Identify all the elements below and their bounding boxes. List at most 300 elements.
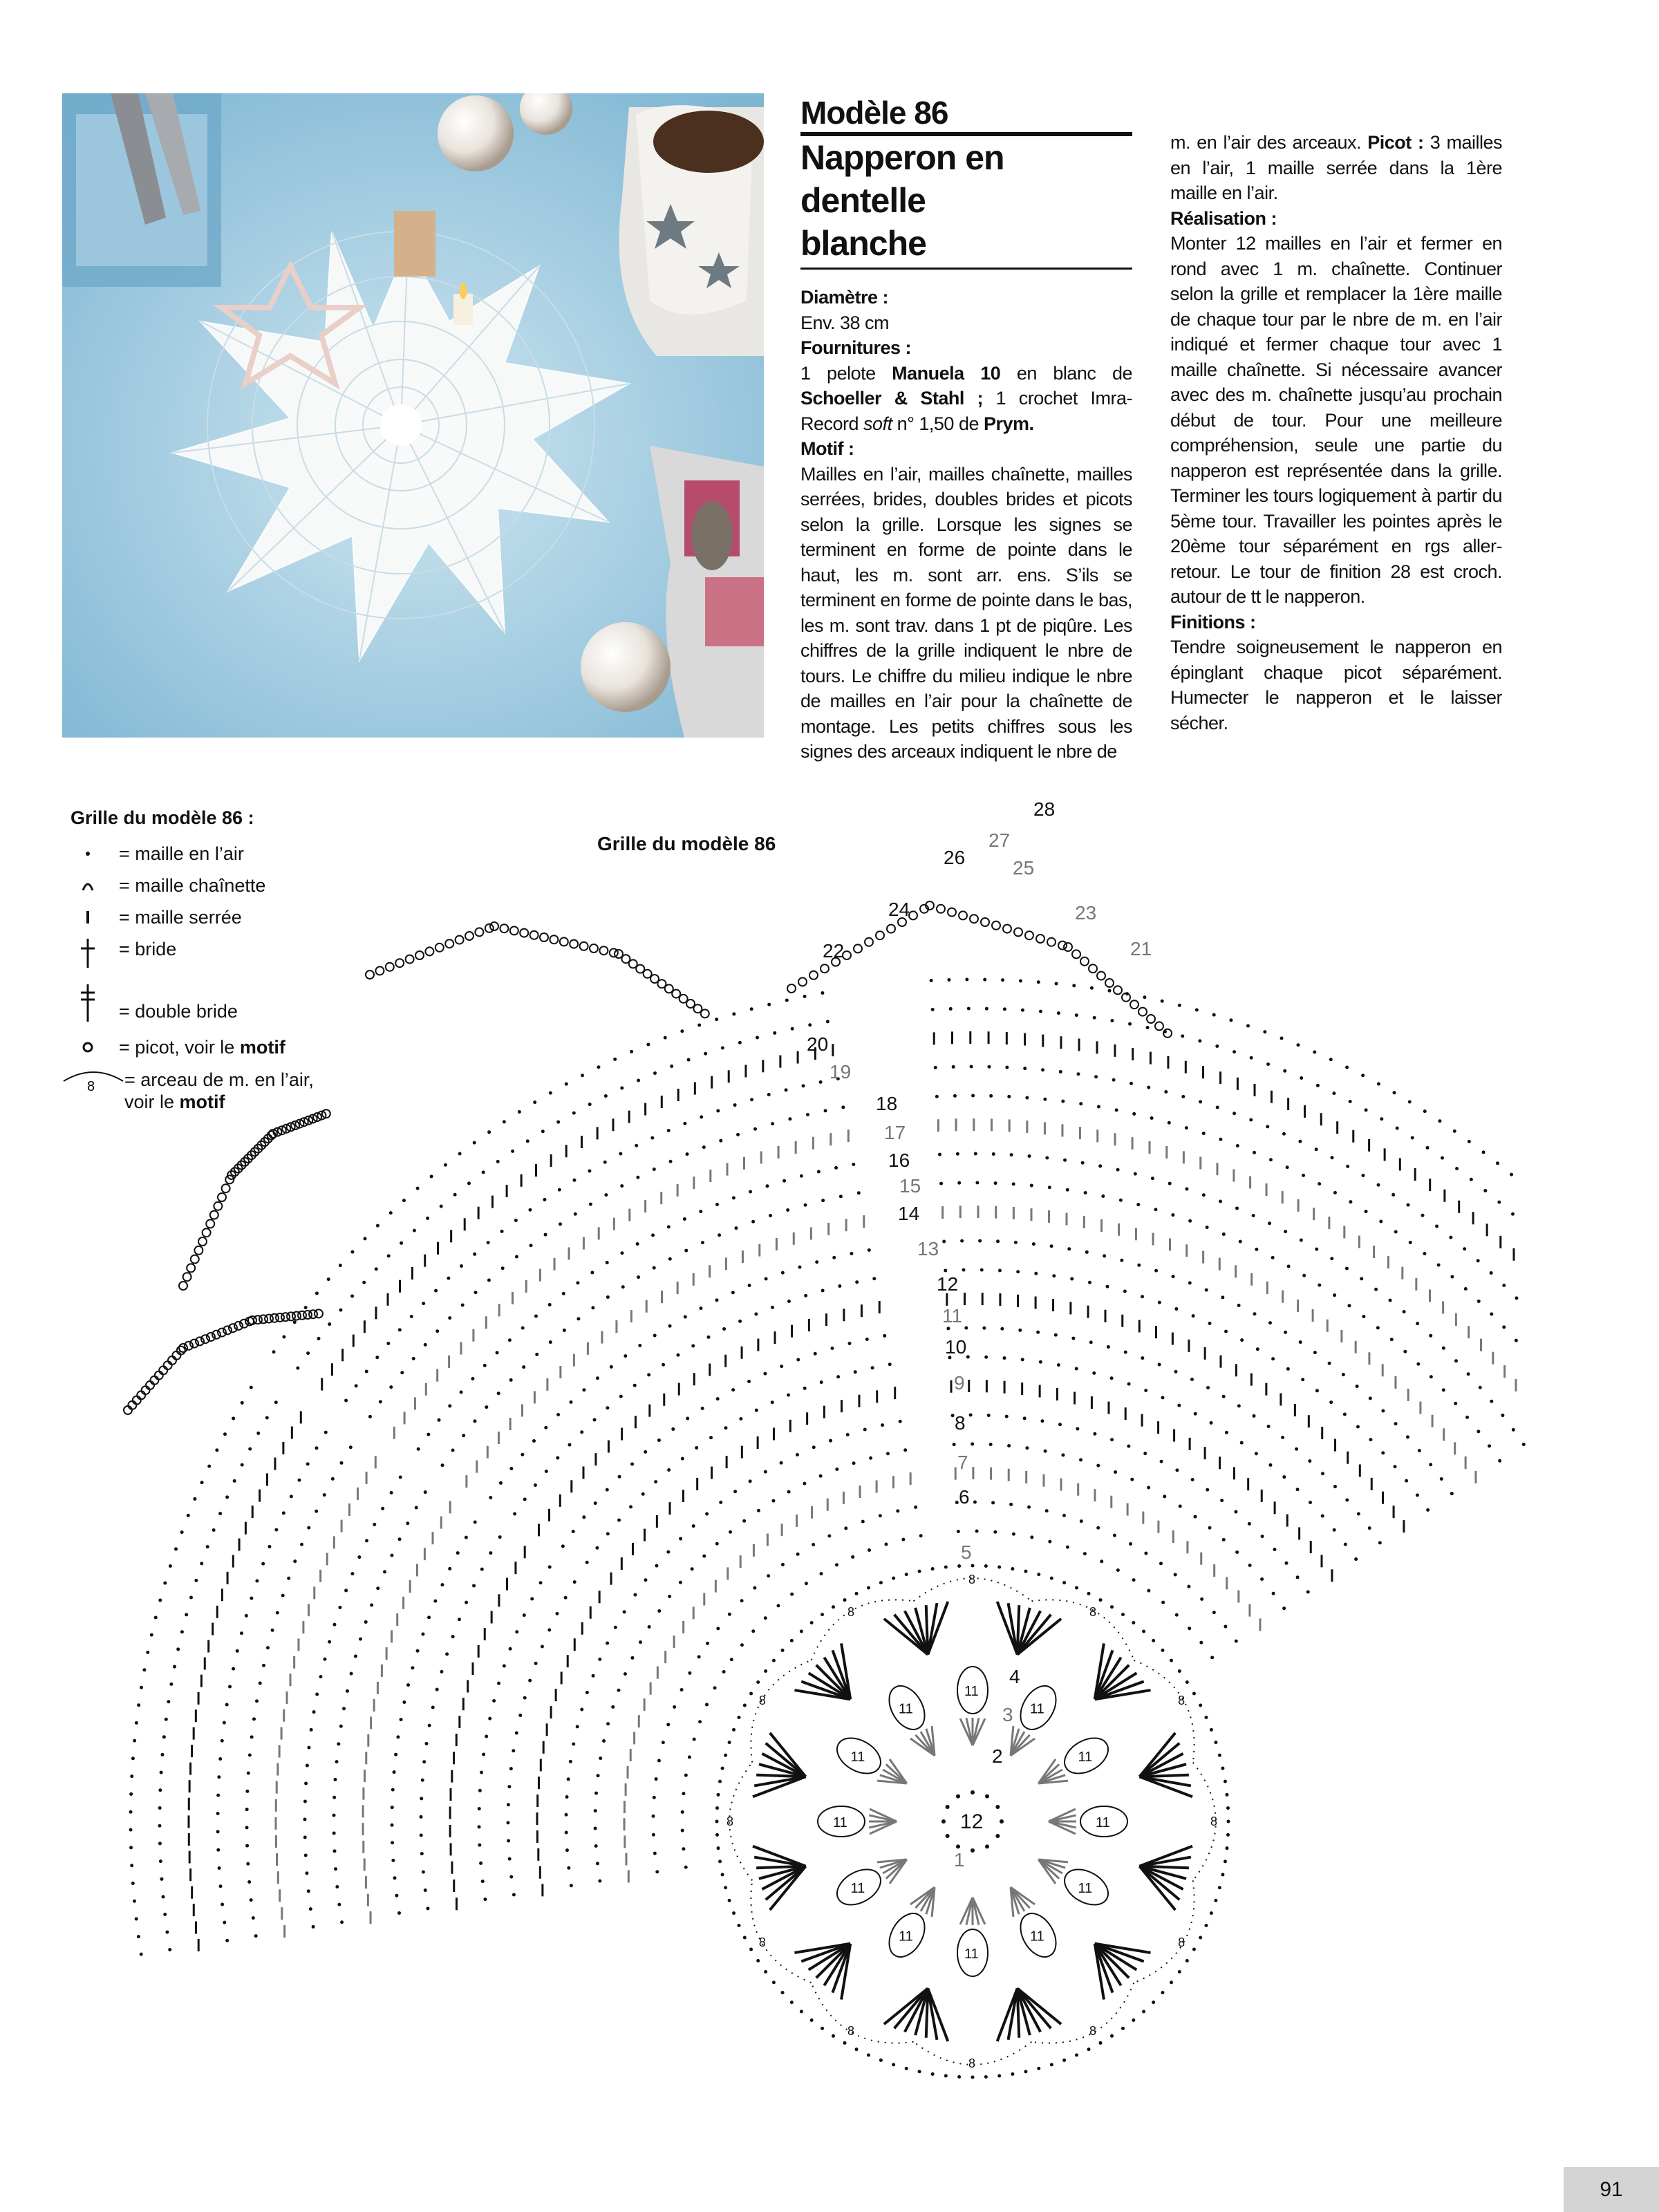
chain-dot xyxy=(514,1219,518,1222)
chain-dot xyxy=(764,1470,767,1474)
chain-dot xyxy=(428,1724,431,1727)
arch-count: 8 xyxy=(1178,1936,1185,1949)
chain-dot xyxy=(363,1237,366,1240)
chain-dot xyxy=(1011,1567,1014,1571)
chain-dot xyxy=(739,1417,742,1421)
chain-dot xyxy=(971,1848,975,1853)
chain-dot xyxy=(359,1638,362,1641)
picot xyxy=(124,1406,132,1414)
chain-dot xyxy=(613,1058,617,1061)
chain-dot xyxy=(129,1792,133,1796)
chain-dot xyxy=(1127,1445,1130,1448)
round-number: 17 xyxy=(884,1122,906,1143)
chain-dot xyxy=(1178,1669,1181,1673)
legend-item-single: = maille serrée xyxy=(71,901,314,933)
chain-dot xyxy=(1321,1472,1324,1475)
picot xyxy=(366,971,374,979)
chain-dot xyxy=(1248,1564,1252,1567)
chain-dot xyxy=(1054,1333,1058,1337)
chain-dot xyxy=(1394,1230,1398,1233)
chain-dot xyxy=(668,1595,671,1598)
chain-dot xyxy=(630,1656,634,1660)
chain-dot xyxy=(971,1790,975,1794)
treble-crochet-stitch xyxy=(1139,1733,1175,1777)
round-number: 22 xyxy=(823,940,845,962)
chain-dot xyxy=(1266,1062,1270,1066)
chain-dot xyxy=(750,1007,753,1011)
chain-dot xyxy=(471,1377,474,1380)
chain-dot xyxy=(706,1642,709,1645)
chain-dot xyxy=(376,1586,379,1590)
chain-dot xyxy=(771,1306,774,1309)
chain-dot xyxy=(1150,1116,1154,1120)
chain-dot xyxy=(389,1211,393,1215)
chain-dot xyxy=(705,1703,709,1706)
chain-dot xyxy=(1151,1177,1154,1180)
chain-dot xyxy=(386,1342,390,1345)
chain-dot xyxy=(684,1774,688,1777)
chain-dot xyxy=(245,1614,248,1618)
chain-dot xyxy=(1212,1611,1216,1614)
chain-dot xyxy=(173,1665,176,1669)
chain-dot xyxy=(1268,1463,1272,1467)
chain-dot xyxy=(623,1610,626,1613)
chain-dot xyxy=(533,1100,536,1104)
picot xyxy=(146,1381,154,1389)
chain-dot xyxy=(817,1170,821,1174)
picot xyxy=(190,1340,198,1348)
chain-dot xyxy=(1249,1118,1253,1121)
chain-dot xyxy=(507,1839,510,1843)
chain-dot xyxy=(1062,2059,1066,2062)
chain-dot xyxy=(1061,1100,1065,1103)
chain-dot xyxy=(611,1705,615,1709)
chain-dot xyxy=(1129,1542,1132,1546)
chain-dot xyxy=(461,1303,465,1306)
chain-dot xyxy=(562,1292,565,1295)
chain-dot xyxy=(1369,1396,1372,1400)
chain-dot xyxy=(1418,1449,1421,1452)
chain-dot xyxy=(991,1501,995,1504)
treble-crochet-stitch xyxy=(926,1605,928,1654)
chain-dot xyxy=(1510,1173,1513,1177)
chain-dot xyxy=(1147,1086,1150,1089)
chain-dot xyxy=(772,1980,776,1984)
chain-dot xyxy=(1024,1570,1027,1573)
chain-dot xyxy=(715,1542,719,1546)
chain-dot xyxy=(1333,1528,1336,1532)
crochet-chart xyxy=(66,788,1531,2101)
chain-dot xyxy=(247,1772,250,1775)
treble-crochet-stitch xyxy=(1139,1777,1192,1797)
picot xyxy=(386,963,394,971)
chain-dot xyxy=(869,1456,872,1460)
chain-dot xyxy=(974,1152,977,1156)
chain-dot xyxy=(682,1792,685,1795)
chain-dot xyxy=(588,1170,591,1173)
treble-crochet-stitch xyxy=(884,1988,928,2024)
picot xyxy=(240,1320,248,1328)
chain-dot xyxy=(438,1418,441,1422)
chain-dot xyxy=(987,1414,991,1417)
chain-dot xyxy=(478,1844,481,1847)
chain-dot xyxy=(1240,1441,1244,1445)
chain-dot xyxy=(713,1686,717,1689)
chain-dot xyxy=(1134,1172,1137,1176)
chain-dot xyxy=(715,1018,718,1021)
chain-dot xyxy=(867,2054,870,2057)
chain-dot xyxy=(1175,1468,1179,1472)
chain-dot xyxy=(1218,1754,1221,1757)
model-title-line-1: Napperon en dentelle xyxy=(800,138,1004,220)
chain-dot xyxy=(971,1564,975,1568)
chain-dot xyxy=(332,1832,336,1835)
chain-dot xyxy=(743,1704,747,1707)
chain-dot xyxy=(215,1448,218,1452)
chain-dot xyxy=(944,1566,948,1569)
chain-dot xyxy=(790,1639,794,1642)
picot xyxy=(1036,935,1044,943)
chain-dot xyxy=(630,1462,634,1465)
chain-dot xyxy=(1240,1338,1244,1342)
chain-dot xyxy=(160,1753,164,1756)
chain-dot xyxy=(805,1582,808,1585)
chain-dot xyxy=(1331,1156,1334,1159)
chain-dot xyxy=(662,1363,665,1367)
chain-dot xyxy=(844,1526,847,1530)
chain-dot xyxy=(680,1688,684,1691)
picot xyxy=(1138,1008,1147,1016)
round-number: 3 xyxy=(1002,1704,1013,1725)
chain-dot xyxy=(585,1561,589,1564)
chain-dot xyxy=(688,1755,691,1759)
chain-dot xyxy=(200,1562,203,1565)
chain-dot xyxy=(472,1584,476,1587)
chain-dot xyxy=(509,1767,513,1770)
chain-dot xyxy=(781,1649,785,1652)
chain-dot xyxy=(1000,1819,1004,1824)
chain-dot xyxy=(223,1721,226,1725)
chain-dot xyxy=(1271,1256,1275,1259)
chain-dot xyxy=(1362,1174,1365,1177)
chain-dot xyxy=(1220,1499,1224,1502)
chain-dot xyxy=(1374,1288,1378,1291)
picot xyxy=(159,1366,167,1374)
chain-dot xyxy=(1075,1013,1078,1017)
chain-dot xyxy=(435,1329,439,1333)
chain-dot xyxy=(691,1344,695,1347)
chain-dot xyxy=(1107,1345,1110,1349)
chain-dot xyxy=(558,1188,561,1192)
chain-dot xyxy=(1205,1716,1208,1719)
chain-dot xyxy=(400,1371,404,1374)
chain-dot xyxy=(1309,1501,1312,1504)
chain-dot xyxy=(1502,1325,1506,1329)
picot xyxy=(187,1264,195,1272)
picot xyxy=(137,1391,145,1399)
chain-dot xyxy=(250,1386,253,1389)
chain-dot xyxy=(130,1774,133,1778)
chain-dot xyxy=(169,1683,173,1686)
petal-count: 11 xyxy=(964,1684,979,1699)
picot xyxy=(415,951,424,959)
chain-dot xyxy=(1450,1492,1454,1495)
picot xyxy=(530,931,538,939)
chain-dot xyxy=(821,991,824,995)
chain-dot xyxy=(473,1253,476,1256)
chain-dot xyxy=(1119,1199,1123,1202)
chain-dot xyxy=(905,2067,908,2070)
chain-dot xyxy=(944,2074,948,2077)
chain-dot xyxy=(652,1833,655,1837)
chain-dot xyxy=(574,1212,577,1216)
picot xyxy=(128,1401,136,1409)
chain-dot xyxy=(1234,1510,1237,1514)
chain-dot xyxy=(653,1796,656,1799)
picot xyxy=(142,1386,150,1394)
arch-count: 8 xyxy=(727,1815,734,1828)
chain-dot xyxy=(1052,1274,1056,1277)
chain-dot xyxy=(549,1091,552,1095)
chain-dot xyxy=(245,1808,249,1811)
chain-dot xyxy=(1154,1208,1157,1211)
chain-dot xyxy=(1345,1066,1349,1069)
legend-item-arch: 8 = arceau de m. en l’air, voir le motif xyxy=(71,1063,314,1113)
chain-dot xyxy=(391,1841,394,1844)
chain-dot xyxy=(521,1327,525,1330)
picot xyxy=(201,1335,209,1343)
chain-dot xyxy=(1365,1210,1368,1213)
chain-dot xyxy=(1454,1402,1457,1405)
chain-dot xyxy=(1255,1248,1258,1251)
chain-dot xyxy=(749,1948,753,1951)
chain-dot xyxy=(565,1795,569,1799)
chain-dot xyxy=(406,1683,410,1687)
chain-dot xyxy=(1396,1127,1399,1130)
picot xyxy=(425,947,433,955)
chain-dot xyxy=(431,1706,435,1709)
chain-dot xyxy=(800,2009,803,2013)
supplies-label: Fournitures : xyxy=(800,337,911,358)
chain-dot xyxy=(1154,1269,1158,1273)
chain-dot xyxy=(884,1543,888,1546)
picot xyxy=(560,937,568,946)
round-number: 11 xyxy=(942,1305,963,1327)
chain-dot xyxy=(1028,1154,1031,1158)
chain-dot xyxy=(1062,1514,1066,1517)
chain-dot xyxy=(1120,1259,1123,1262)
picot xyxy=(1130,1000,1138,1009)
chain-dot xyxy=(1315,1147,1318,1151)
picot xyxy=(1114,986,1122,994)
chain-dot xyxy=(681,1810,684,1814)
petal-count: 11 xyxy=(833,1815,847,1830)
chain-dot xyxy=(1354,1557,1358,1561)
chain-dot xyxy=(375,1267,378,1271)
chain-dot xyxy=(337,1742,340,1745)
chain-dot xyxy=(728,1899,731,1902)
chain-dot xyxy=(667,1468,671,1472)
chain-dot xyxy=(306,1462,310,1465)
chain-dot xyxy=(221,1739,224,1743)
chain-dot xyxy=(699,1306,702,1310)
chain-dot xyxy=(335,1760,339,1763)
chain-dot xyxy=(1236,1144,1239,1147)
chain-dot xyxy=(734,1226,738,1230)
chain-dot xyxy=(719,1139,722,1143)
chain-dot xyxy=(1043,1098,1047,1101)
chain-dot xyxy=(1152,2000,1155,2004)
chain-dot xyxy=(637,1078,640,1082)
chain-dot xyxy=(757,1509,760,1512)
chain-dot xyxy=(1144,1552,1147,1555)
chain-dot xyxy=(821,1199,825,1202)
picot xyxy=(1047,938,1056,946)
motif-label: Motif : xyxy=(800,438,854,459)
chain-dot xyxy=(1286,1165,1289,1169)
chain-dot xyxy=(715,1820,719,1824)
chain-dot xyxy=(1281,1436,1284,1439)
chain-dot xyxy=(1429,1463,1432,1466)
chain-dot xyxy=(393,1876,396,1880)
chain-dot xyxy=(1160,1460,1163,1463)
chain-dot xyxy=(1067,1247,1071,1250)
chain-dot xyxy=(800,1630,803,1633)
chain-dot xyxy=(1222,1395,1226,1398)
chain-dot xyxy=(1345,1498,1349,1501)
chain-dot xyxy=(1170,1659,1173,1662)
chain-dot xyxy=(966,1356,970,1359)
chain-dot xyxy=(395,1894,398,1897)
chain-dot xyxy=(852,1461,856,1465)
chain-dot xyxy=(135,1917,138,1920)
chain-dot xyxy=(1161,1000,1164,1003)
model-title-line-2: blanche xyxy=(800,224,926,263)
chain-dot xyxy=(406,1521,409,1525)
chain-dot xyxy=(867,1586,870,1589)
chain-dot xyxy=(1224,1780,1227,1783)
chain-dot xyxy=(515,1255,518,1259)
chain-dot xyxy=(1147,1485,1150,1489)
chain-dot xyxy=(129,1828,133,1832)
chain-dot xyxy=(994,1181,997,1185)
chain-dot xyxy=(821,1289,825,1293)
chain-dot xyxy=(721,1767,724,1770)
chain-dot xyxy=(1212,1013,1216,1017)
chain-dot xyxy=(782,1179,786,1183)
chain-dot xyxy=(500,1230,504,1233)
chain-dot xyxy=(483,1897,487,1901)
chain-dot xyxy=(1048,1185,1051,1189)
chain-dot xyxy=(1012,1182,1015,1185)
chain-dot xyxy=(1034,1272,1038,1275)
chain-dot xyxy=(834,1166,838,1170)
chain-dot xyxy=(1490,1271,1493,1275)
chain-dot xyxy=(836,1375,840,1378)
chain-dot xyxy=(1206,1386,1210,1389)
chain-dot xyxy=(328,1322,331,1326)
picot xyxy=(475,928,483,936)
chain-dot xyxy=(1050,1244,1053,1248)
chain-dot xyxy=(1110,2034,1114,2038)
chain-dot xyxy=(1050,2063,1053,2066)
chain-dot xyxy=(594,1792,598,1795)
treble-crochet-stitch xyxy=(1139,1777,1190,1785)
chain-dot xyxy=(1192,1948,1196,1951)
chain-dot xyxy=(565,1848,569,1852)
chain-dot xyxy=(787,1490,791,1494)
diagram-title: Grille du modèle 86 xyxy=(597,833,776,854)
chain-dot xyxy=(158,1841,162,1845)
chain-dot xyxy=(315,1291,319,1295)
chain-dot xyxy=(1477,1300,1481,1303)
chain-dot xyxy=(1142,1630,1145,1633)
chain-dot xyxy=(146,1651,149,1654)
chain-dot xyxy=(786,1208,789,1212)
chain-dot xyxy=(1014,1241,1018,1244)
chain-dot xyxy=(606,1532,610,1535)
chain-dot xyxy=(664,1036,667,1040)
chain-dot xyxy=(564,1596,568,1600)
chain-dot xyxy=(1003,1007,1006,1011)
chain-dot xyxy=(701,1241,704,1244)
chain-dot xyxy=(549,1340,552,1344)
chain-dot xyxy=(150,1633,153,1637)
picot xyxy=(909,911,917,919)
chain-dot xyxy=(1190,1378,1194,1381)
chain-dot xyxy=(1121,2027,1125,2030)
chain-dot xyxy=(168,1948,171,1951)
chain-dot xyxy=(543,1198,546,1201)
chain-dot xyxy=(861,1520,865,1524)
chain-dot xyxy=(944,1268,947,1272)
chain-dot xyxy=(1302,1174,1305,1177)
chain-dot xyxy=(804,1294,807,1297)
chain-dot xyxy=(1075,2054,1078,2057)
chain-dot xyxy=(194,1579,198,1582)
picot xyxy=(937,905,945,913)
picot xyxy=(798,977,807,986)
chain-dot xyxy=(1284,1331,1287,1334)
chain-dot xyxy=(946,1834,950,1838)
chain-dot xyxy=(934,1066,937,1069)
chain-dot xyxy=(315,1510,318,1513)
chain-dot xyxy=(1187,1585,1190,1588)
petal-count: 11 xyxy=(899,1701,913,1717)
chain-dot xyxy=(411,1666,414,1669)
chain-dot xyxy=(903,1448,907,1452)
chain-dot xyxy=(159,1859,162,1863)
chain-dot xyxy=(1442,1388,1445,1391)
chain-dot xyxy=(1170,1980,1173,1984)
chain-dot xyxy=(1453,1130,1456,1133)
chain-dot xyxy=(1470,1178,1473,1181)
chain-dot xyxy=(1357,1512,1360,1516)
chain-dot xyxy=(1282,1132,1286,1136)
chain-dot xyxy=(1302,1274,1306,1277)
chain-dot xyxy=(1045,1156,1049,1160)
chain-dot xyxy=(1168,1121,1171,1125)
round-number: 24 xyxy=(888,899,910,920)
chain-dot xyxy=(225,1495,229,1499)
chain-dot xyxy=(722,1327,726,1331)
chain-dot xyxy=(158,1599,162,1602)
chain-dot xyxy=(597,1065,600,1069)
picot xyxy=(599,946,608,955)
chain-dot xyxy=(223,1432,227,1436)
round-number: 19 xyxy=(830,1061,852,1082)
chain-dot xyxy=(333,1778,337,1781)
